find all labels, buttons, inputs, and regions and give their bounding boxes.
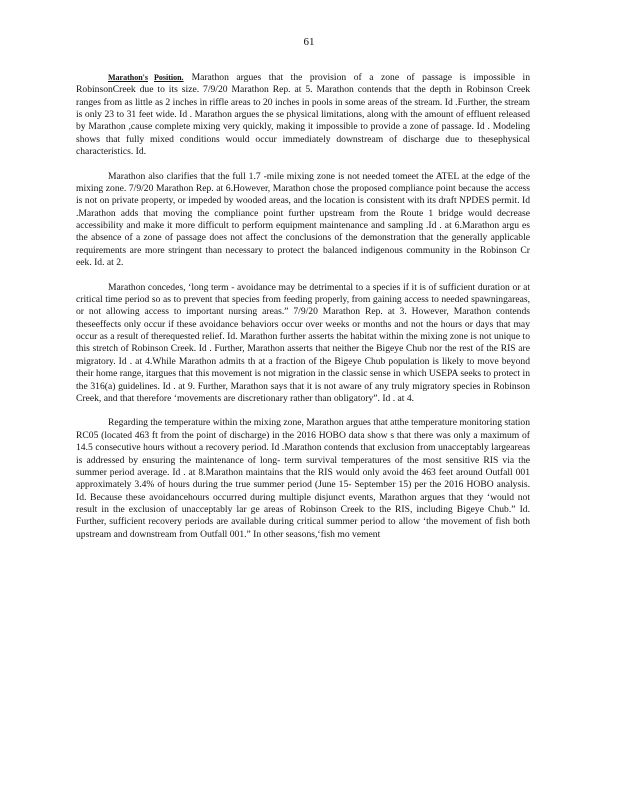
page-number: 61	[303, 36, 315, 48]
paragraph-marathon-position	[76, 72, 530, 158]
document-body	[76, 72, 530, 553]
paragraph-avoidance: Marathon concedes, ‘long term - avoidance may be detrimental to a species if it is of sufficient duration or at critical time period so as to prevent that species from feeding properly, from gaining access to needed spawningareas, or not allowing access to important nursing areas.” 7/9/20 Marathon Rep. at 3. However, Marathon contends theseeffects only occur if these avoidance behaviors occur over weeks or months and not the hours or days that may occur as a result of therequested relief. Id. Marathon further asserts the habitat within the mixing zone is not unique to this stretch of Robinson Creek. Id . Further, Marathon asserts that neither the Bigeye Chub nor the rest of the RIS are migratory. Id . at 4.While Marathon admits th at a fraction of the Bigeye Chub population is likely to move beyond their home range, itargues that this movement is not migration in the classic sense in which USEPA seeks to protect in the 316(a) guidelines. Id . at 9. Further, Marathon says that it is not aware of any truly migratory species in Robinson Creek, and that therefore ‘movements are discretionary rather than obligatory”. Id . at 4.	[76, 281, 530, 404]
heading-part-2: Position.	[154, 73, 184, 82]
paragraph-mixing-zone: Marathon also clarifies that the full 1.7 -mile mixing zone is not needed tomeet the ATEL at the edge of the mixing zone. 7/9/20 Marathon Rep. at 6.However, Marathon chose the proposed compliance point because the access is not on private property, or impeded by wooded areas, and the location is consistent with its draft NPDES permit. Id .Marathon adds that moving the compliance point further upstream from the Route 1 bridge would decrease accessibility and make it more difficult to perform equipment maintenance and sampling .Id . at 6.Marathon argu es the absence of a zone of passage does not affect the conclusions of the demonstration that the generally applicable requirements are more stringent than necessary to protect the balanced indigenous community in the Robinson Cr eek. Id. at 2.	[76, 170, 530, 269]
heading-part-1: Marathon's	[108, 73, 148, 82]
paragraph-temperature: Regarding the temperature within the mixing zone, Marathon argues that atthe temperature monitoring station RC05 (located 463 ft from the point of discharge) in the 2016 HOBO data show s that there was only a maximum of 14.5 consecutive hours without a recovery period. Id .Marathon contends that exclusion from unacceptably largeareas is addressed by ensuring the maintenance of long- term survival temperatures of the most sensitive RIS via the summer period average. Id . at 8.Marathon maintains that the RIS would only avoid the 463 feet around Outfall 001 approximately 3.4% of hours during the true summer period (June 15- September 15) per the 2016 HOBO analysis. Id. Because these avoidancehours occurred during multiple disjunct events, Marathon argues that they ‘would not result in the exclusion of unacceptably lar ge areas of Robinson Creek to the RIS, including Bigeye Chub.” Id. Further, sufficient recovery periods are available during critical summer period to allow ‘the movement of fish both upstream and downstream from Outfall 001.” In other seasons,‘fish mo vement	[76, 417, 530, 540]
section-heading	[108, 73, 184, 82]
paragraph-1-text: Marathon argues that the provision of a zone of passage is impossible in RobinsonCreek due to its size. 7/9/20 Marathon Rep. at 5. Marathon contends that the depth in Robinson Creek ranges from as little as 2 inches in riffle areas to 20 inches in pools in some areas of the stream. Id .Further, the stream is only 23 to 31 feet wide. Id . Marathon argues the se physical limitations, along with the amount of effluent released by Marathon ,cause complete mixing very quickly, making it impossible to provide a zone of passage. Id . Modeling shows that fully mixed conditions would occur immediately downstream of discharge due to thesephysical characteristics. Id.	[76, 72, 530, 158]
